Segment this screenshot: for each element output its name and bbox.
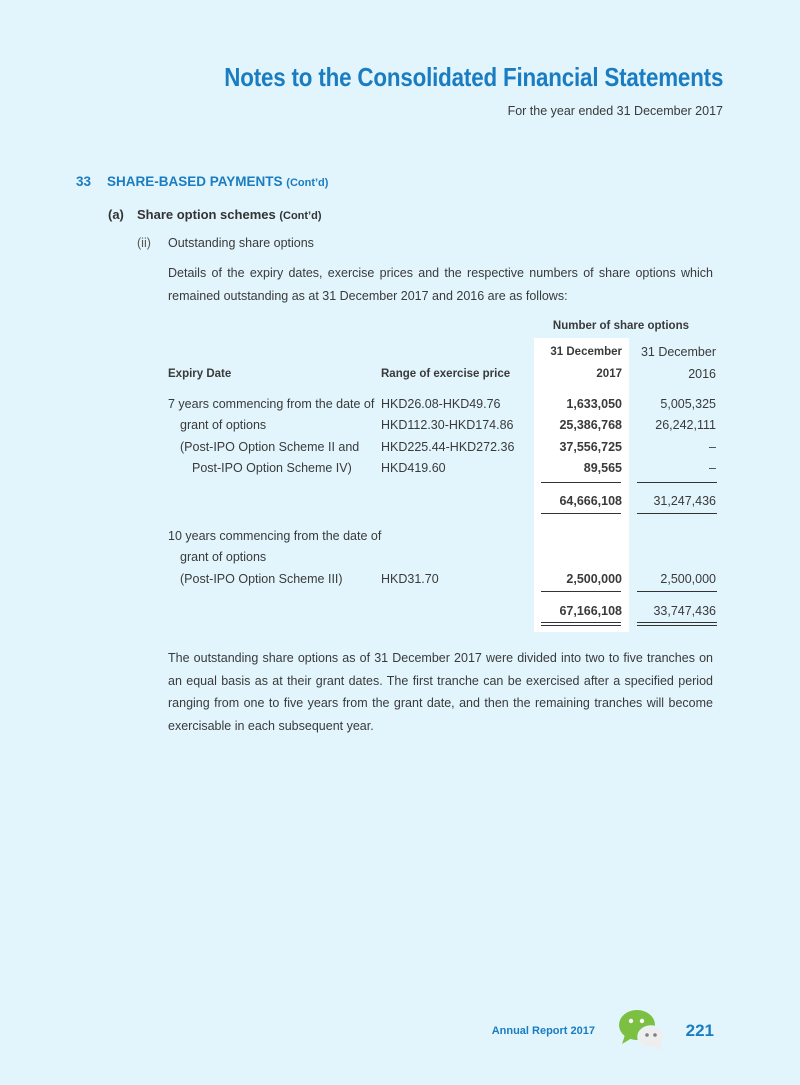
table-row-2017: 37,556,725 (559, 440, 622, 454)
intro-paragraph: Details of the expiry dates, exercise prices and the respective numbers of share options which remained outstanding as at 31 December 2017 and 2016 are as follows: (168, 266, 713, 303)
table-row-2017: 25,386,768 (559, 418, 622, 432)
table-row-expiry: (Post-IPO Option Scheme III) (180, 572, 343, 586)
subsection-title (137, 207, 322, 222)
table-row-2016: 5,005,325 (660, 397, 716, 411)
section-title-text: SHARE-BASED PAYMENTS (107, 174, 283, 189)
col-2016-line2: 2016 (688, 367, 716, 381)
closing-paragraph: The outstanding share options as of 31 December 2017 were divided into two to five tranches on an equal basis as at their grant dates. The first tranche can be exercised after a specified period ranging from one to five years from the grant date, and then the remaining tranches will become exercisable in each subsequent year. (168, 651, 713, 733)
table-row-expiry: 10 years commencing from the date of (168, 529, 382, 543)
column-2017-highlight (534, 338, 629, 632)
item-number: (ii) (137, 236, 151, 250)
total-2016: 33,747,436 (653, 604, 716, 618)
table-row-expiry: Post-IPO Option Scheme IV) (192, 461, 352, 475)
col-2017-line1: 31 December (550, 346, 622, 358)
col-2017-line2: 2017 (596, 368, 622, 380)
group-header: Number of share options (552, 320, 689, 332)
subtotal-2016: 31,247,436 (653, 494, 716, 508)
table-row-range: HKD31.70 (381, 572, 439, 586)
table-row-expiry: 7 years commencing from the date of (168, 397, 375, 411)
table-row-expiry: grant of options (180, 418, 267, 432)
subtotal-rule-2016 (637, 482, 717, 483)
subsection-cont: (Cont’d) (279, 210, 322, 222)
total-double-rule-2016 (637, 622, 717, 626)
total-double-rule-2017 (541, 622, 621, 626)
table-row-range: HKD225.44-HKD272.36 (381, 440, 515, 454)
table-row-range: HKD26.08-HKD49.76 (381, 397, 501, 411)
col-range-header: Range of exercise price (381, 368, 511, 380)
subtotal-2017: 64,666,108 (559, 494, 622, 508)
subtotal-rule-2017 (541, 482, 621, 483)
total-rule-2016 (637, 591, 717, 592)
table-row-range: HKD112.30-HKD174.86 (381, 418, 514, 432)
table-row-expiry: grant of options (180, 550, 267, 564)
item-title: Outstanding share options (168, 236, 314, 250)
table-row-range: HKD419.60 (381, 461, 446, 475)
table-row-2017: 89,565 (583, 461, 622, 475)
page-number: 221 (685, 1021, 714, 1040)
section-cont: (Cont’d) (286, 177, 329, 189)
table-row-2016: – (709, 461, 716, 475)
table-row-2016: – (709, 440, 716, 454)
table-row-2017: 2,500,000 (566, 572, 622, 586)
table-row-2016: 26,242,111 (655, 418, 716, 432)
total-2017: 67,166,108 (559, 604, 622, 618)
section-title (107, 174, 328, 189)
table-row-2016: 2,500,000 (660, 572, 716, 586)
subtotal-bottom-rule-2016 (637, 513, 717, 514)
wechat-logo-icon (617, 1008, 669, 1052)
col-expiry-header: Expiry Date (168, 368, 232, 380)
table-row-2017: 1,633,050 (566, 397, 622, 411)
page-title: Notes to the Consolidated Financial Statements (224, 62, 723, 92)
subsection-title-text: Share option schemes (137, 207, 276, 222)
page-subtitle: For the year ended 31 December 2017 (507, 104, 723, 118)
col-2016-line1: 31 December (640, 345, 716, 359)
table-row-expiry: (Post-IPO Option Scheme II and (180, 440, 360, 454)
total-rule-2017 (541, 591, 621, 592)
section-number: 33 (76, 174, 92, 189)
subsection-number: (a) (108, 207, 124, 222)
footer-label: Annual Report 2017 (491, 1025, 595, 1037)
subtotal-bottom-rule-2017 (541, 513, 621, 514)
